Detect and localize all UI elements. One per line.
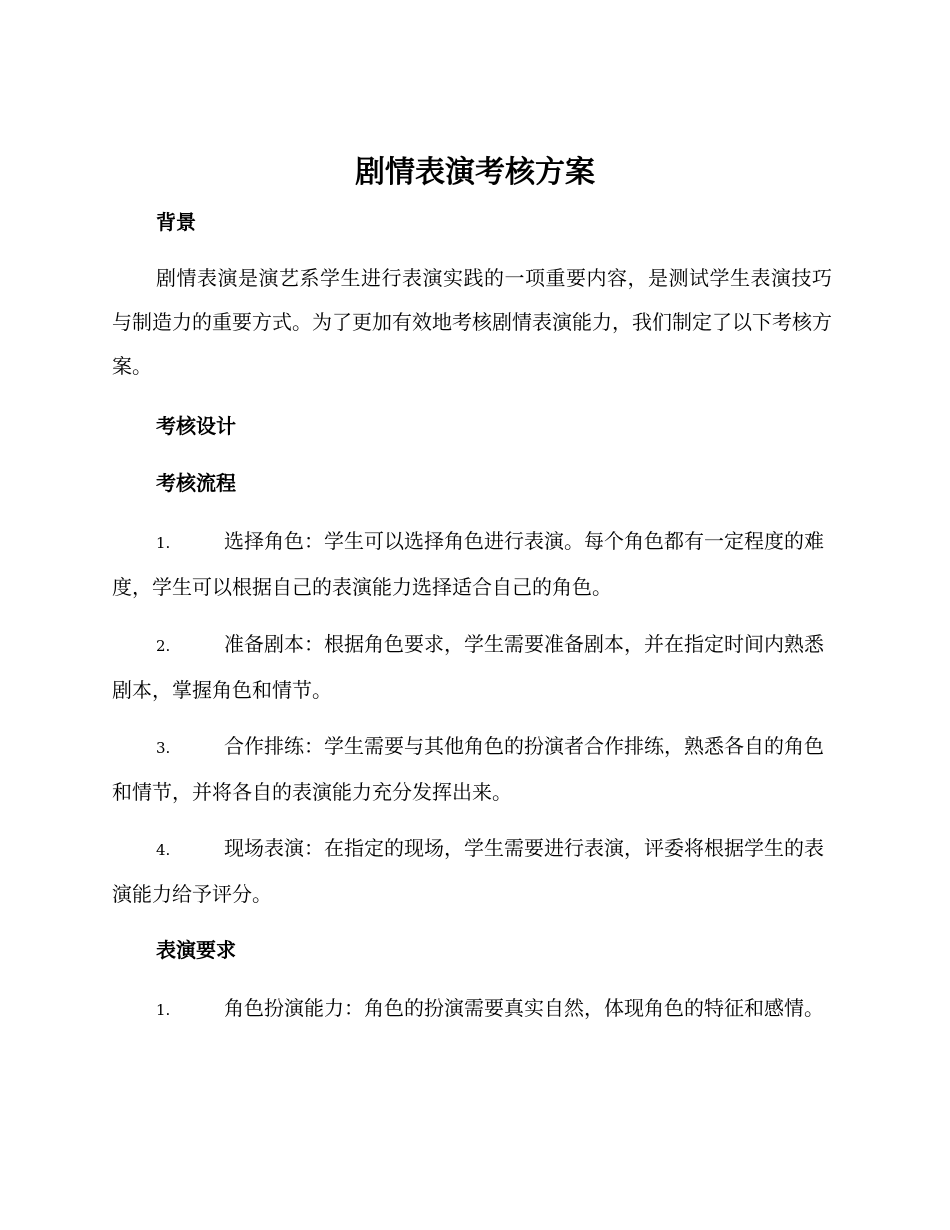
- list-number: 3.: [156, 739, 171, 757]
- list-item-text: 角色扮演能力：角色的扮演需要真实自然，体现角色的特征和感情。: [224, 996, 824, 1020]
- list-number: 1.: [156, 534, 171, 552]
- list-item-text: 准备剧本：根据角色要求，学生需要准备剧本，并在指定时间内熟悉剧本，掌握角色和情节。: [112, 632, 824, 702]
- list-item-text: 选择角色：学生可以选择角色进行表演。每个角色都有一定程度的难度，学生可以根据自己的表演能力选择适合自己的角色。: [112, 529, 824, 599]
- heading-process: 考核流程: [156, 471, 236, 495]
- list-item-process-2: [112, 622, 832, 712]
- list-item-requirement-1: [112, 986, 832, 1032]
- heading-background: 背景: [156, 210, 196, 234]
- list-item-process-3: [112, 724, 832, 814]
- heading-requirements: 表演要求: [156, 938, 236, 962]
- document-title: 剧情表演考核方案: [355, 155, 595, 190]
- list-number: 1.: [156, 1001, 171, 1019]
- list-number: 4.: [156, 841, 171, 859]
- heading-design: 考核设计: [156, 414, 236, 438]
- paragraph-background: 剧情表演是演艺系学生进行表演实践的一项重要内容，是测试学生表演技巧与制造力的重要方式。为了更加有效地考核剧情表演能力，我们制定了以下考核方案。: [112, 266, 832, 378]
- list-item-text: 合作排练：学生需要与其他角色的扮演者合作排练，熟悉各自的角色和情节，并将各自的表演能力充分发挥出来。: [112, 734, 824, 804]
- list-item-process-1: [112, 519, 832, 609]
- list-item-text: 现场表演：在指定的现场，学生需要进行表演，评委将根据学生的表演能力给予评分。: [112, 836, 824, 906]
- list-number: 2.: [156, 637, 171, 655]
- list-item-process-4: [112, 826, 832, 916]
